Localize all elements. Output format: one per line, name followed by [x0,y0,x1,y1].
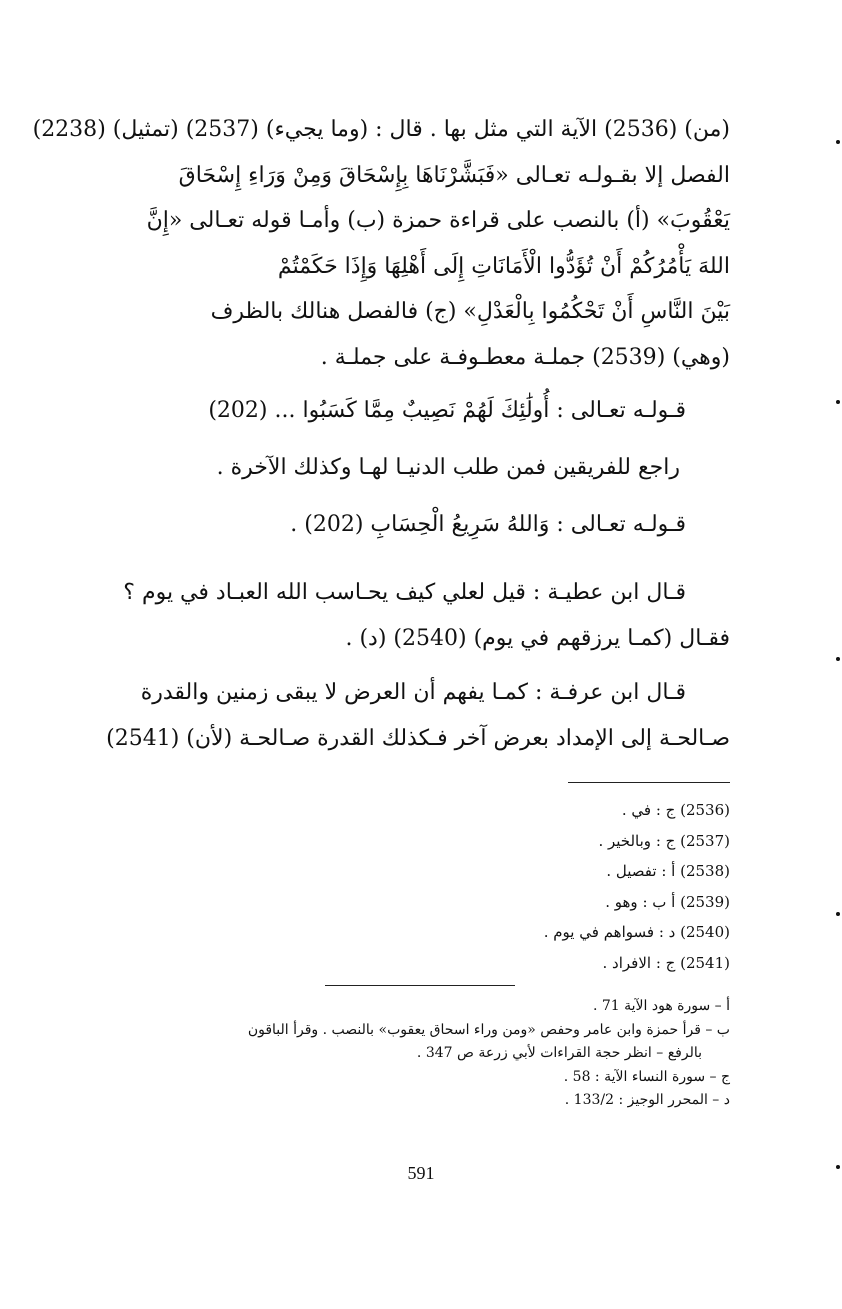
paragraph-3 [160,445,680,491]
paragraph-1 [32,107,730,380]
text-line: (وهي) (2539) جملـة معطـوفـة على جملـة . [320,344,730,370]
text-line: اللهَ يَأْمُرُكُمْ أَنْ تُؤَدُّوا الْأَمَانَاتِ إِلَى أَهْلِهَا وَإِذَا حَكَمْتُمْ [277,253,730,279]
text-line: فقـال (كمـا يرزقهم في يوم) (2540) (د) . [345,625,730,651]
text-line: قـال ابن عرفـة : كمـا يفهم أن العرض لا يبقى زمنين والقدرة [140,680,686,705]
margin-speck [836,400,840,404]
variant-note: (2537) ج : وبالخير . [598,831,730,850]
margin-speck [836,912,840,916]
text-line: قـولـه تعـالى : وَاللهُ سَرِيعُ الْحِسَابِ (202) . [290,512,686,537]
text-line: الفصل إلا بقـولـه تعـالى «فَبَشَّرْنَاهَا بِإِسْحَاقَ وَمِنْ وَرَاءِ إِسْحَاقَ [178,162,730,188]
text-line: صـالحـة إلى الإمداد بعرض آخر فـكذلك القدرة صـالحـة (لأن) (2541) [106,725,730,751]
footnote-separator [568,782,730,783]
variant-note: (2541) ج : الافراد . [602,953,730,972]
page-number: 591 [407,1163,435,1183]
references-separator [325,985,515,986]
margin-speck [836,1165,840,1169]
reference-notes [50,995,730,1113]
reference-note: ج – سورة النساء الآية : 58 . [563,1068,730,1085]
text-line: (من) (2536) الآية التي مثل بها . قال : (وما يجيء) (2537) (تمثيل) (2238) [32,117,730,142]
variant-notes [440,795,730,978]
reference-note: د – المحرر الوجيز : 133/2 . [564,1092,730,1108]
margin-speck [836,657,840,661]
paragraph-6 [66,670,730,761]
text-line: بَيْنَ النَّاسِ أَنْ تَحْكُمُوا بِالْعَدْلِ» (ج) فالفصل هنالك بالظرف [210,299,730,324]
margin-speck [836,140,840,144]
text-line: راجع للفريقين فمن طلب الدنيـا لهـا وكذلك الآخرة . [216,455,680,480]
verse-quote-1 [66,388,686,434]
variant-note: (2539) أ ب : وهو . [605,892,730,911]
text-line: قـال ابن عطيـة : قيل لعلي كيف يحـاسب الله العبـاد في يوم ؟ [123,580,686,605]
text-line: يَعْقُوبَ» (أ) بالنصب على قراءة حمزة (ب) وأمـا قوله تعـالى «إِنَّ [146,208,730,233]
reference-note: أ – سورة هود الآية 71 . [592,998,730,1014]
variant-note: (2536) ج : في . [621,801,730,819]
reference-note: ب – قرأ حمزة وابن عامر وحفص «ومن وراء اسحاق يعقوب» بالنصب . وقرأ الباقون [247,1021,730,1038]
text-line: قـولـه تعـالى : أُولَٰئِكَ لَهُمْ نَصِيبٌ مِمَّا كَسَبُوا ... (202) [208,398,686,423]
variant-note: (2540) د : فسواهم في يوم . [543,923,730,941]
variant-note: (2538) أ : تفصيل . [606,862,730,880]
verse-quote-2 [220,502,686,548]
reference-note: بالرفع – انظر حجة القراءات لأبي زرعة ص 347 . [416,1045,702,1061]
paragraph-5 [66,570,730,661]
